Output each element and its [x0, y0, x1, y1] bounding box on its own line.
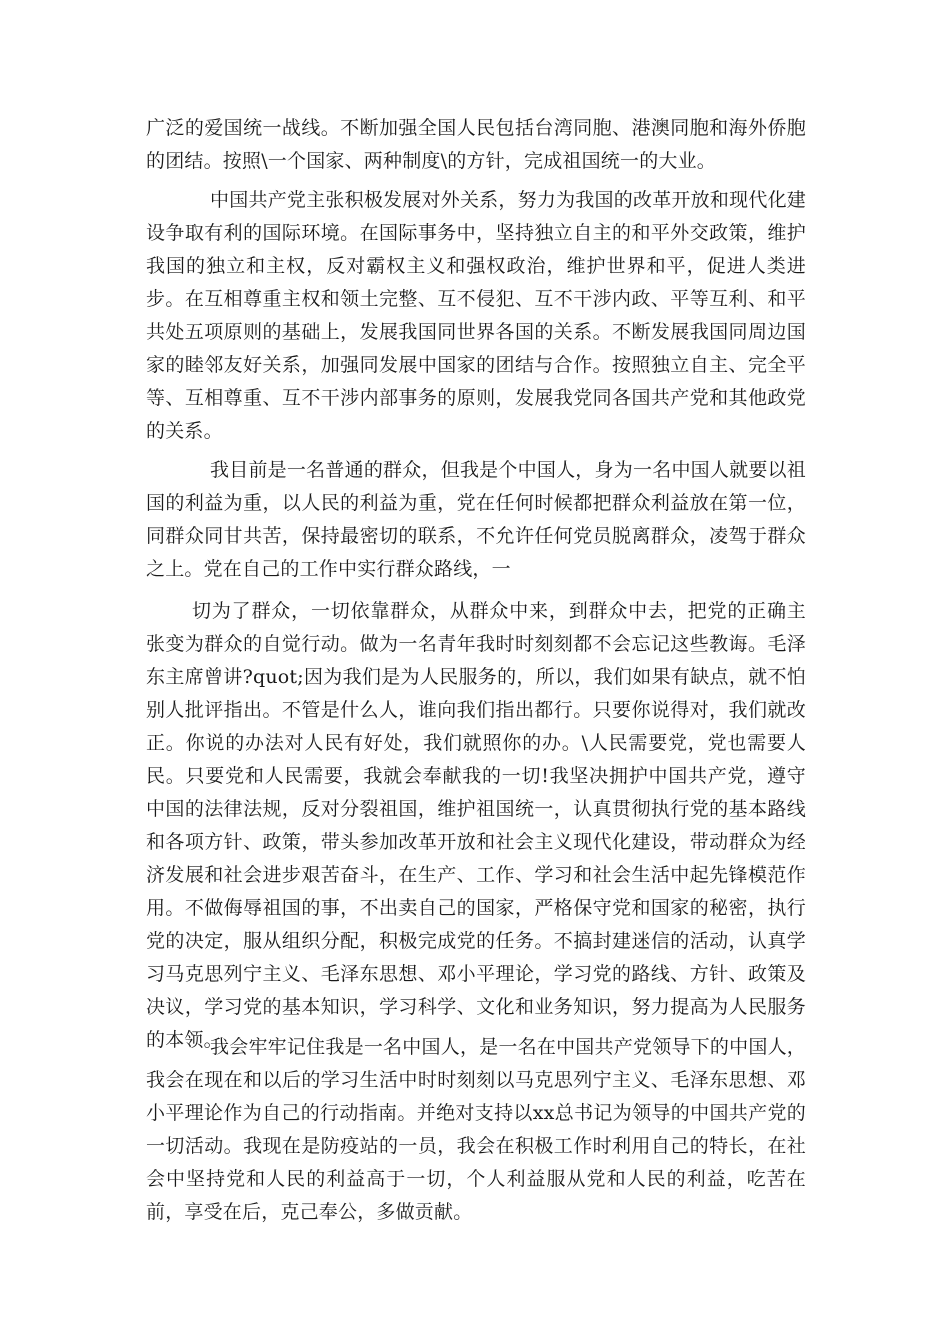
paragraph-united-front: 广泛的爱国统一战线。不断加强全国人民包括台湾同胞、港澳同胞和海外侨胞的团结。按照\一个国家、两种制度\的方针，完成祖国统一的大业。 [146, 117, 806, 172]
paragraph-commitment: 我会牢牢记住我是一名中国人，是一名在中国共产党领导下的中国人，我会在现在和以后的学习生活中时时刻刻以马克思列宁主义、毛泽东思想、邓小平理论作为自己的行动指南。并绝对支持以xx总书记为领导的中国共产党的一切活动。我现在是防疫站的一员，我会在积极工作时利用自己的特长，在社会中坚持党和人民的利益高于一切，个人利益服从党和人民的利益，吃苦在前，享受在后，克己奉公，多做贡献。 [146, 1036, 806, 1223]
paragraph-foreign-relations: 中国共产党主张积极发展对外关系，努力为我国的改革开放和现代化建设争取有利的国际环境。在国际事务中，坚持独立自主的和平外交政策，维护我国的独立和主权，反对霸权主义和强权政治，维护世界和平，促进人类进步。在互相尊重主权和领土完整、互不侵犯、互不干涉内政、平等互利、和平共处五项原则的基础上，发展我国同世界各国的关系。不断发展我国同周边国家的睦邻友好关系，加强同发展中国家的团结与合作。按照独立自主、完全平等、互相尊重、互不干涉内部事务的原则，发展我党同各国共产党和其他政党的关系。 [146, 189, 806, 442]
paragraph-mass-line: 切为了群众，一切依靠群众，从群众中来，到群众中去，把党的正确主张变为群众的自觉行动。做为一名青年我时时刻刻都不会忘记这些教诲。毛泽东主席曾讲?quot;因为我们是为人民服务的，所以，我们如果有缺点，就不怕别人批评指出。不管是什么人，谁向我们指出都行。只要你说得对，我们就改正。你说的办法对人民有好处，我们就照你的办。\人民需要党，党也需要人民。只要党和人民需要，我就会奉献我的一切!我坚决拥护中国共产党，遵守中国的法律法规，反对分裂祖国，维护祖国统一，认真贯彻执行党的基本路线和各项方针、政策，带头参加改革开放和社会主义现代化建设，带动群众为经济发展和社会进步艰苦奋斗，在生产、工作、学习和社会生活中起先锋模范作用。不做侮辱祖国的事，不出卖自己的国家，严格保守党和国家的秘密，执行党的决定，服从组织分配，积极完成党的任务。不搞封建迷信的活动，认真学习马克思列宁主义、毛泽东思想、邓小平理论，学习党的路线、方针、政策及决议，学习党的基本知识，学习科学、文化和业务知识，努力提高为人民服务的本领。 [146, 600, 806, 1051]
paragraph-masses: 我目前是一名普通的群众，但我是个中国人，身为一名中国人就要以祖国的利益为重，以人民的利益为重，党在任何时候都把群众利益放在第一位，同群众同甘共苦，保持最密切的联系，不允许任何党员脱离群众，凌驾于群众之上。党在自己的工作中实行群众路线，一 [146, 459, 806, 580]
